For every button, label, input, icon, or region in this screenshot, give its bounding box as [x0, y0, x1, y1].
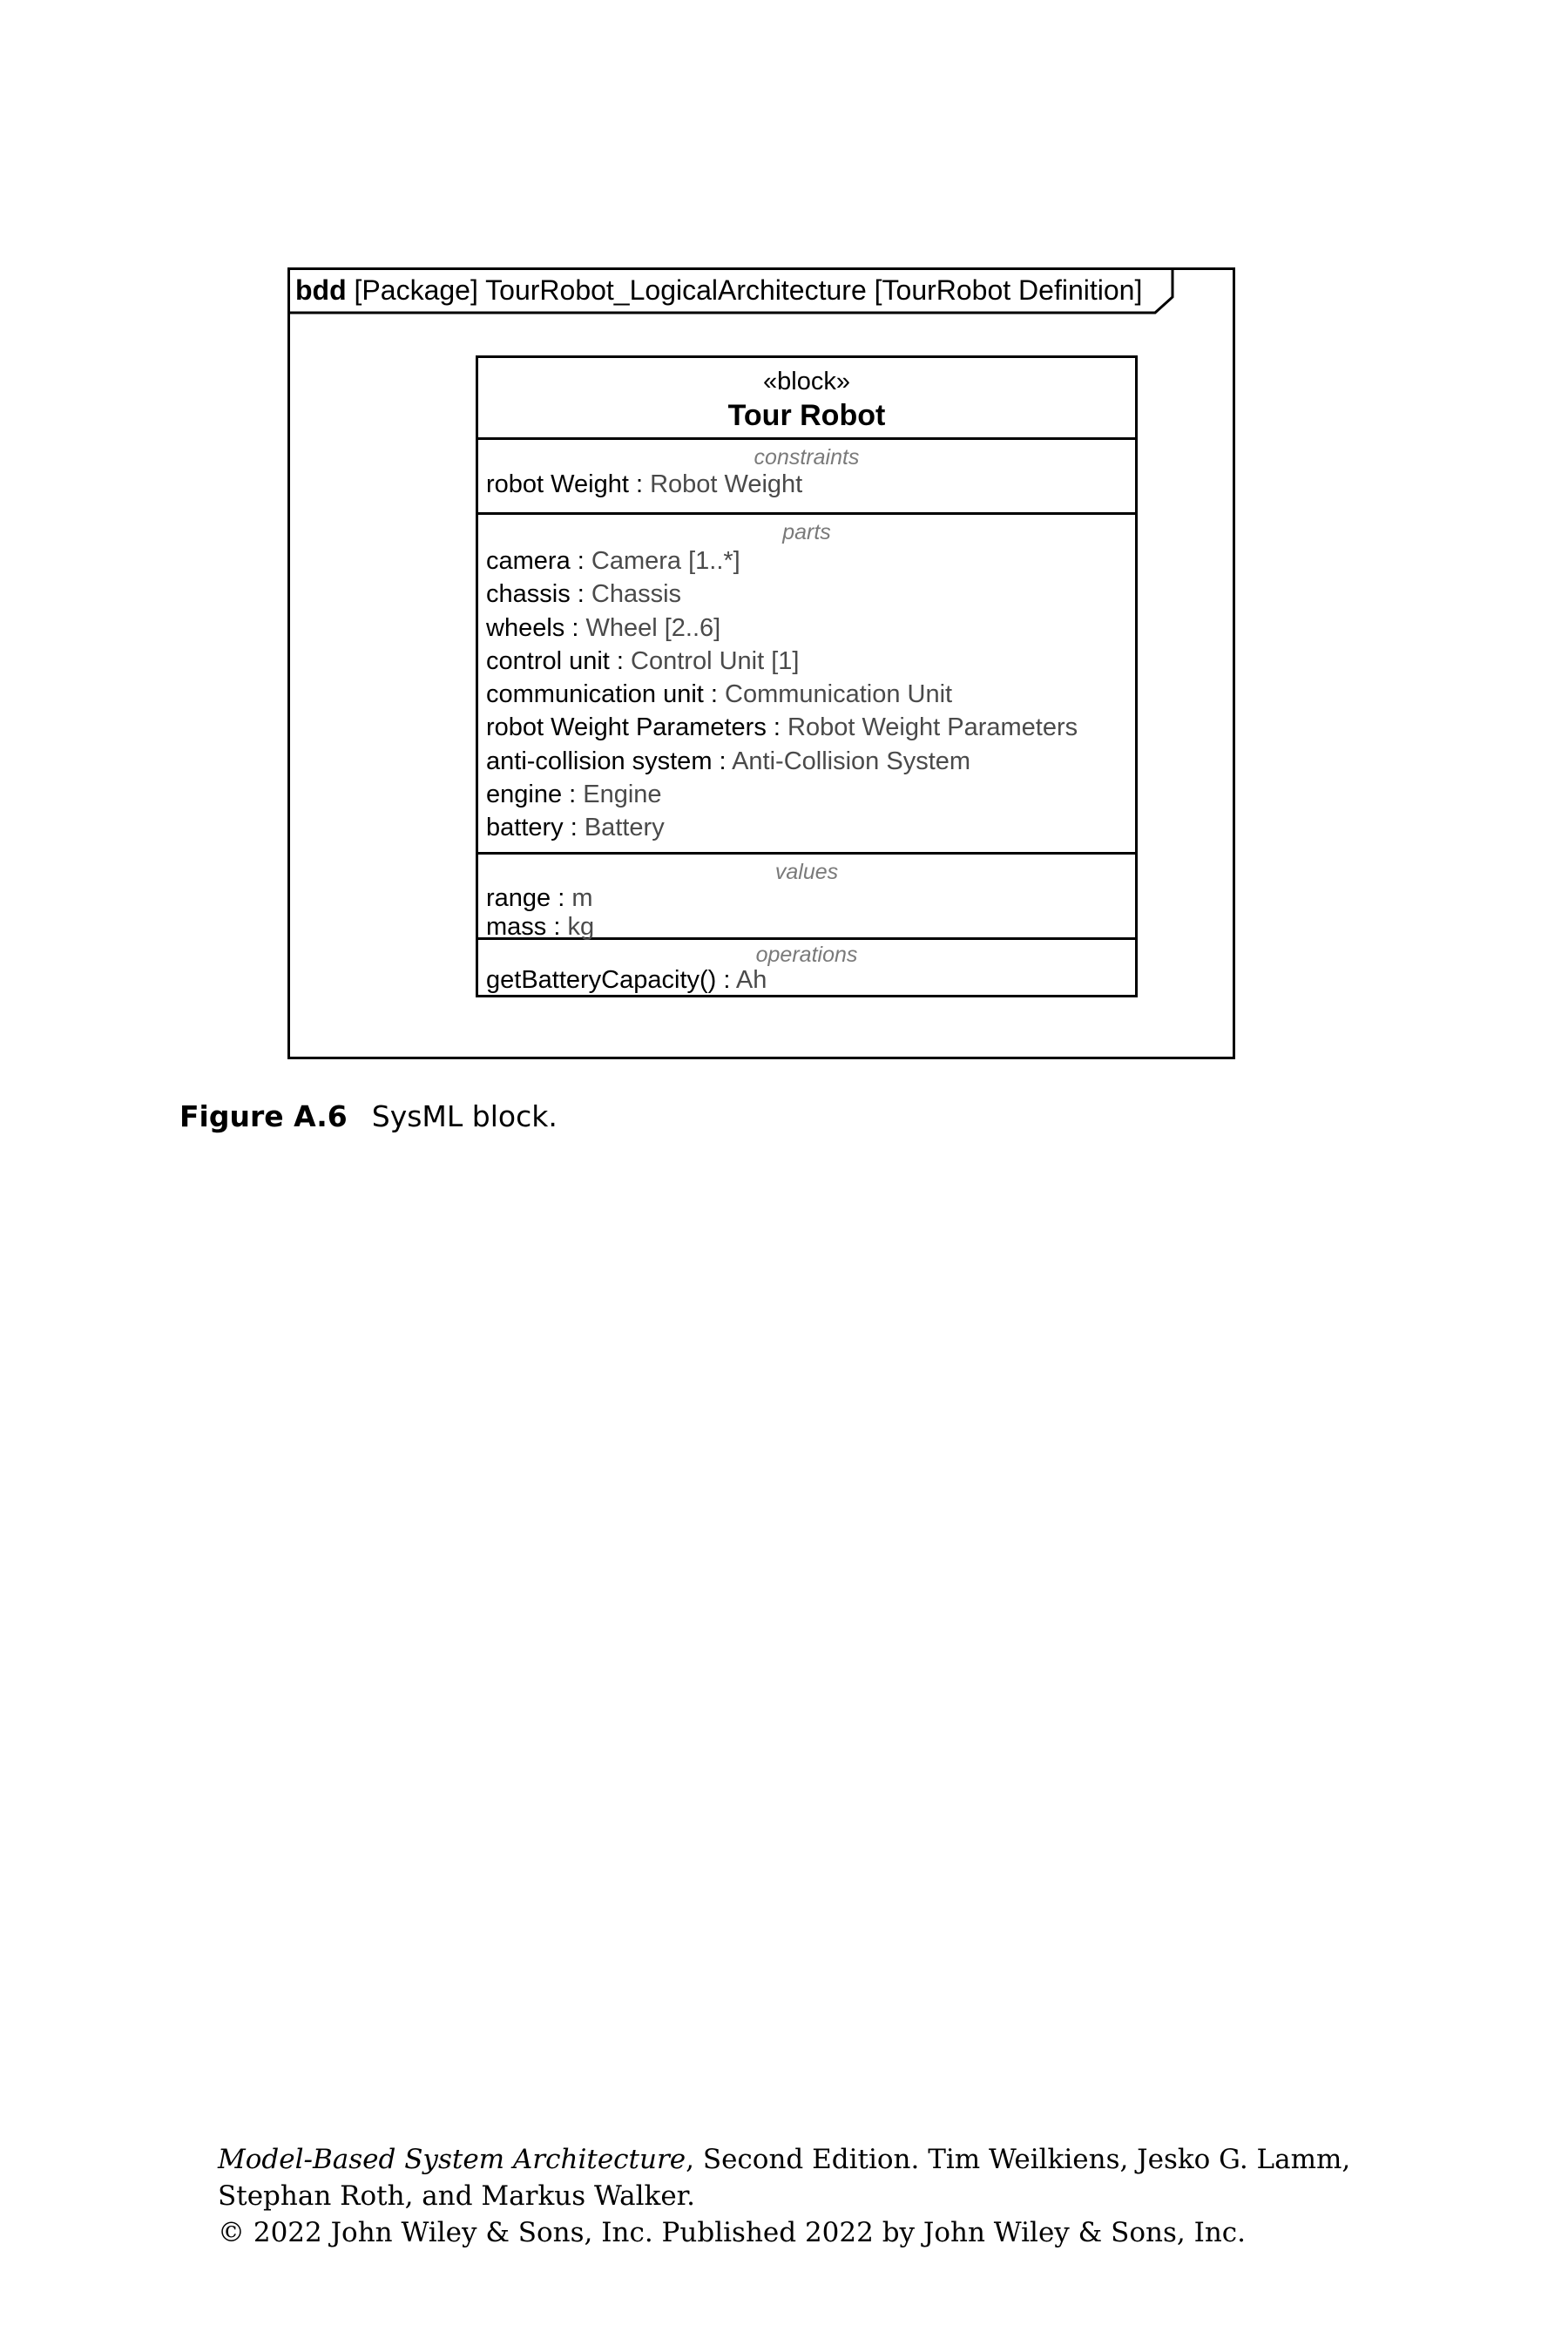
footer-line-3: © 2022 John Wiley & Sons, Inc. Published 2022 by John Wiley & Sons, Inc. [218, 2217, 1247, 2248]
separator: : [546, 913, 568, 941]
compartment-title: operations [755, 943, 858, 967]
part-type: Anti-Collision System [732, 747, 971, 775]
separator: : [716, 966, 736, 994]
figure-label: Figure A.6 [179, 1099, 348, 1133]
part-row [486, 745, 1135, 778]
part-type: Robot Weight Parameters [787, 713, 1078, 742]
value-name: range [486, 884, 551, 912]
separator: : [570, 547, 591, 575]
compartment-title: constraints [754, 445, 860, 470]
part-name: communication unit [486, 680, 704, 709]
operation-name: getBatteryCapacity() [486, 966, 717, 994]
footer-line-1-rest: , Second Edition. Tim Weilkiens, Jesko G. Lamm, [686, 2144, 1351, 2175]
constraint-row [486, 470, 1135, 499]
separator: : [562, 781, 584, 809]
part-row [486, 612, 1135, 645]
separator: : [712, 747, 733, 775]
separator: : [766, 713, 788, 742]
block-stereotype: «block» [763, 368, 850, 395]
values-compartment [478, 855, 1135, 940]
part-type: Control Unit [1] [631, 646, 800, 675]
part-row [486, 645, 1135, 678]
part-row [486, 578, 1135, 611]
block-name: Tour Robot [727, 399, 886, 432]
part-type: Engine [583, 781, 662, 809]
property-type: Robot Weight [650, 470, 803, 498]
copyright-footer [218, 2141, 1350, 2251]
footer-line-2: Stephan Roth, and Markus Walker. [218, 2180, 695, 2212]
part-row [486, 778, 1135, 811]
part-name: engine [486, 781, 563, 809]
part-name: camera [486, 547, 571, 575]
property-name: robot Weight [486, 470, 629, 498]
figure-caption [179, 1099, 558, 1134]
part-type: Camera [1..*] [591, 547, 740, 575]
part-row [486, 711, 1135, 744]
part-name: control unit [486, 646, 610, 675]
part-type: Wheel [2..6] [585, 613, 721, 642]
value-row [486, 884, 1135, 913]
operation-row [486, 967, 1135, 993]
diagram-heading-text: [Package] TourRobot_LogicalArchitecture [TourRobot Definition] [354, 274, 1143, 306]
separator: : [564, 613, 586, 642]
part-row [486, 811, 1135, 844]
constraints-compartment [478, 440, 1135, 515]
part-name: robot Weight Parameters [486, 713, 767, 742]
block-header [478, 358, 1135, 440]
separator: : [628, 470, 651, 498]
part-name: anti-collision system [486, 747, 713, 775]
separator: : [563, 814, 585, 842]
compartment-title: values [774, 860, 839, 884]
value-unit: kg [567, 913, 595, 941]
separator: : [703, 680, 726, 709]
part-type: Chassis [591, 580, 682, 609]
part-type: Communication Unit [725, 680, 953, 709]
separator: : [609, 646, 632, 675]
operation-return-type: Ah [735, 966, 767, 994]
part-type: Battery [584, 814, 665, 842]
part-name: chassis [486, 580, 571, 609]
compartment-title: parts [782, 520, 831, 544]
value-unit: m [571, 884, 593, 912]
operations-compartment [478, 940, 1135, 995]
separator: : [570, 580, 591, 609]
separator: : [551, 884, 572, 912]
part-row [486, 678, 1135, 711]
value-row [486, 913, 1135, 942]
parts-compartment [478, 515, 1135, 855]
part-row [486, 544, 1135, 578]
value-name: mass [486, 913, 547, 941]
part-name: battery [486, 814, 564, 842]
diagram-kind: bdd [295, 274, 347, 306]
part-name: wheels [486, 613, 565, 642]
book-title: Model-Based System Architecture [218, 2144, 686, 2175]
block-tour-robot [476, 355, 1138, 997]
figure-caption-text: SysML block. [371, 1099, 558, 1133]
footer-line-1 [218, 2141, 1350, 2178]
frame-heading [295, 270, 1142, 310]
